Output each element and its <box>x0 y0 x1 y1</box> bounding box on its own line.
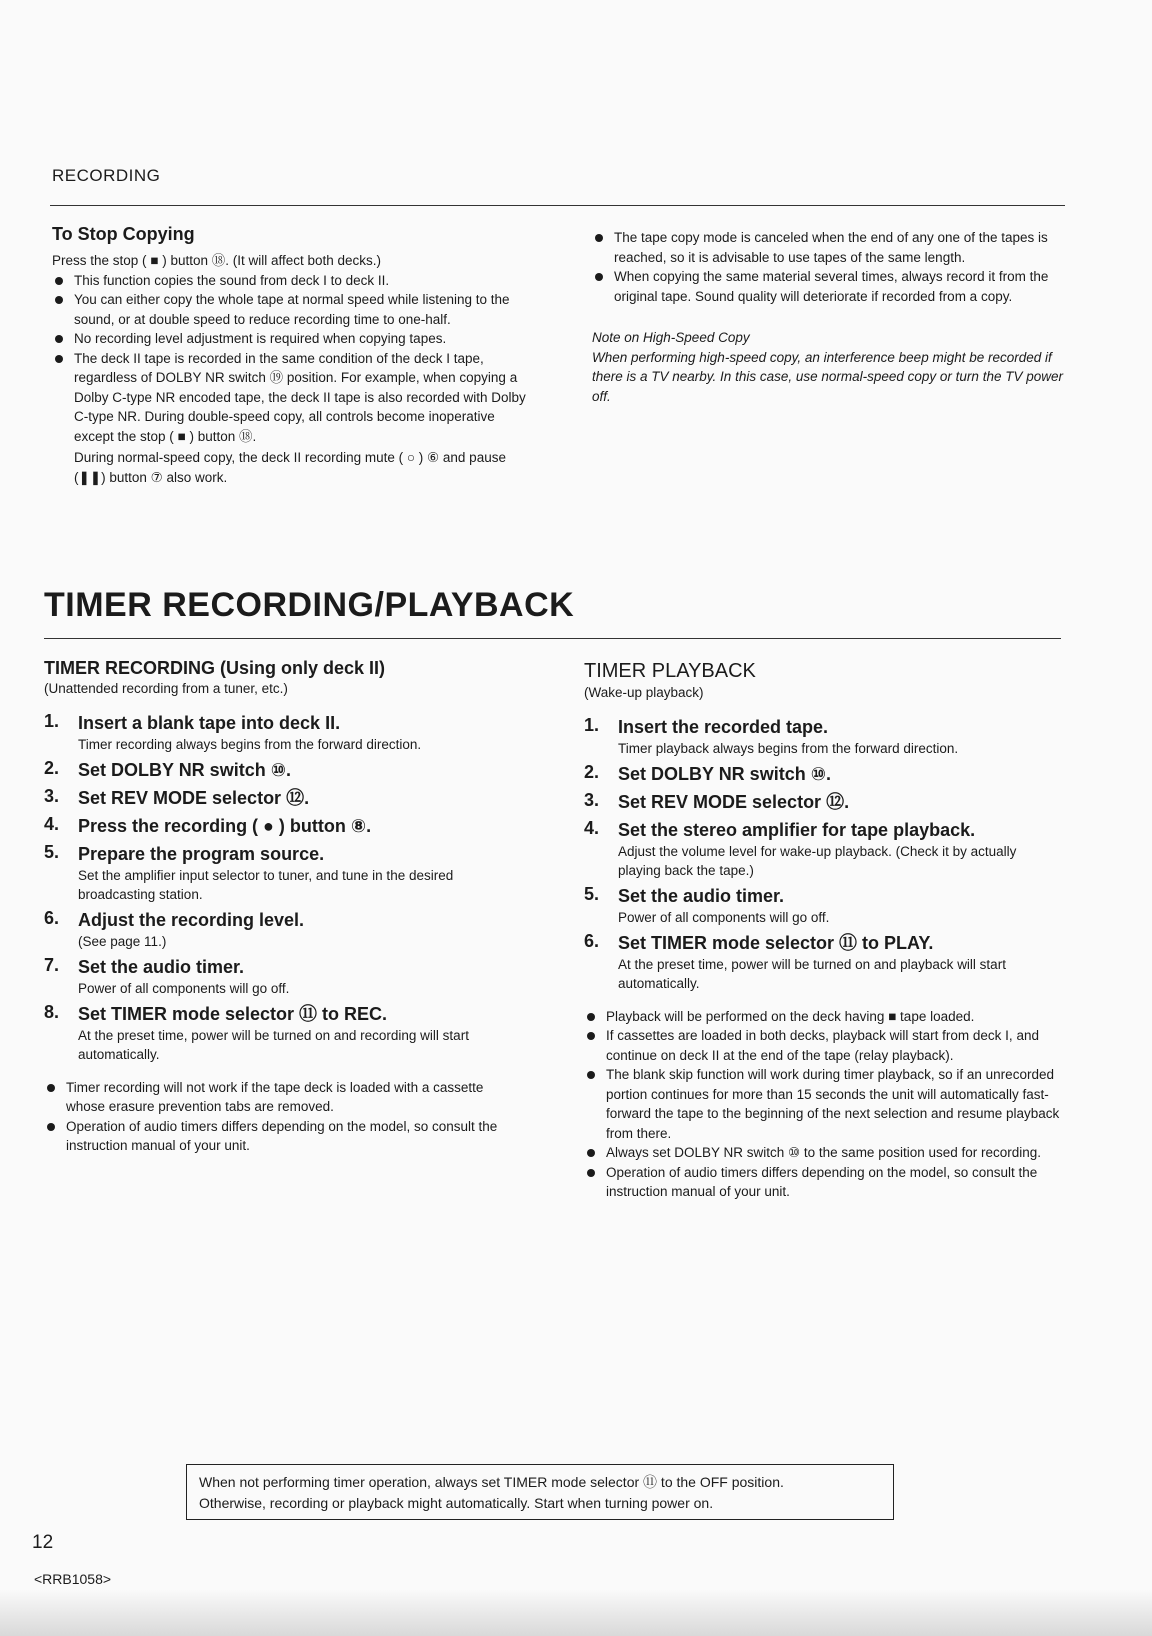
step-number: 3. <box>584 789 600 810</box>
step-item <box>44 842 524 904</box>
stop-copying-intro: Press the stop ( ■ ) button ⑱. (It will affect both decks.) <box>52 253 382 268</box>
header-divider <box>50 205 1065 206</box>
high-speed-note <box>592 328 1067 406</box>
step-number: 1. <box>584 714 600 735</box>
step-text: Set DOLBY NR switch ⑩. <box>618 763 831 784</box>
list-item: The deck II tape is recorded in the same condition of the deck I tape, regardless of DOLBY NR switch ⑲ position. For example, when copying a Dolby C-type NR encoded tape, the deck II tape is also recorded with Dolby C-type NR. During double-speed copy, all controls become inoperative except the stop ( ■ ) button ⑱. <box>52 349 527 447</box>
step-desc: Power of all components will go off. <box>78 980 290 996</box>
page-number: 12 <box>32 1532 54 1553</box>
step-number: 4. <box>44 813 60 834</box>
note-title: Note on High-Speed Copy <box>592 330 750 345</box>
scan-edge <box>0 1590 1152 1636</box>
list-item: If cassettes are loaded in both decks, playback will start from deck I, and continue on deck II at the end of the tape (relay playback). <box>584 1026 1060 1065</box>
timer-recording-section <box>44 658 524 1156</box>
timer-playback-bullets <box>584 1007 1060 1202</box>
step-text: Set the audio timer. <box>618 885 785 906</box>
notice-line: Otherwise, recording or playback might automatically. Start when turning power on. <box>199 1495 714 1511</box>
timer-recording-steps <box>44 711 524 1064</box>
step-number: 8. <box>44 1001 60 1022</box>
list-item: Playback will be performed on the deck having ■ tape loaded. <box>584 1007 1060 1027</box>
step-text: Insert the recorded tape. <box>618 716 829 737</box>
step-number: 2. <box>584 761 600 782</box>
list-item: You can either copy the whole tape at normal speed while listening to the sound, or at double speed to reduce recording time to one-half. <box>52 290 527 329</box>
step-item <box>44 758 524 782</box>
step-number: 1. <box>44 710 60 731</box>
step-number: 3. <box>44 785 60 806</box>
step-desc: At the preset time, power will be turned on and recording will start automatically. <box>78 1027 469 1062</box>
step-desc: Set the amplifier input selector to tuner, and tune in the desired broadcasting station. <box>78 867 454 902</box>
step-number: 6. <box>44 907 60 928</box>
step-item <box>44 908 524 951</box>
list-item: The blank skip function will work during timer playback, so if an unrecorded portion continues for more than 15 seconds the unit will automatically fast-forward the tape to the beginning of the next selection and resume playback from there. <box>584 1065 1060 1143</box>
step-item <box>584 762 1060 786</box>
timer-recording-bullets <box>44 1078 524 1156</box>
timer-playback-section <box>584 660 1060 1202</box>
page-title: TIMER RECORDING/PLAYBACK <box>44 586 575 624</box>
step-text: Prepare the program source. <box>78 843 325 864</box>
stop-copying-section <box>52 224 527 487</box>
step-number: 4. <box>584 817 600 838</box>
timer-recording-subtitle: (Unattended recording from a tuner, etc.) <box>44 681 288 696</box>
step-desc: Power of all components will go off. <box>618 909 830 925</box>
step-item <box>44 786 524 810</box>
step-number: 5. <box>584 883 600 904</box>
list-item: Timer recording will not work if the tape deck is loaded with a cassette whose erasure prevention tabs are removed. <box>44 1078 524 1117</box>
step-text: Set DOLBY NR switch ⑩. <box>78 759 291 780</box>
list-item-continuation: During normal-speed copy, the deck II recording mute ( ○ ) ⑥ and pause (❚❚) button ⑦ also work. <box>74 450 506 485</box>
step-number: 2. <box>44 757 60 778</box>
step-item <box>584 884 1060 927</box>
list-item: This function copies the sound from deck I to deck II. <box>52 271 527 291</box>
step-text: Set the audio timer. <box>78 956 245 977</box>
step-number: 6. <box>584 930 600 951</box>
list-item: Operation of audio timers differs depending on the model, so consult the instruction manual of your unit. <box>44 1117 524 1156</box>
step-item <box>584 715 1060 758</box>
step-desc: At the preset time, power will be turned on and playback will start automatically. <box>618 956 1006 991</box>
stop-copying-right-bullets <box>592 228 1067 306</box>
timer-playback-subtitle: (Wake-up playback) <box>584 685 704 700</box>
list-item: Always set DOLBY NR switch ⑩ to the same position used for recording. <box>584 1143 1060 1163</box>
list-item: When copying the same material several times, always record it from the original tape. Sound quality will deteriorate if recorded from a copy. <box>592 267 1067 306</box>
stop-copying-bullets <box>52 271 527 488</box>
document-code: <RRB1058> <box>34 1571 112 1587</box>
title-divider <box>44 638 1061 639</box>
step-item <box>44 955 524 998</box>
section-label: RECORDING <box>52 166 161 185</box>
step-text: Adjust the recording level. <box>78 909 305 930</box>
step-item <box>584 818 1060 880</box>
step-item <box>584 790 1060 814</box>
step-text: Set REV MODE selector ⑫. <box>618 791 850 812</box>
stop-copying-title: To Stop Copying <box>52 224 195 244</box>
notice-line: When not performing timer operation, always set TIMER mode selector ⑪ to the OFF position. <box>199 1474 784 1490</box>
list-item: No recording level adjustment is required when copying tapes. <box>52 329 527 349</box>
step-desc: Timer recording always begins from the forward direction. <box>78 736 422 752</box>
step-text: Insert a blank tape into deck II. <box>78 712 341 733</box>
step-number: 7. <box>44 954 60 975</box>
step-text: Set TIMER mode selector ⑪ to PLAY. <box>618 932 934 953</box>
timer-playback-steps <box>584 715 1060 993</box>
timer-playback-title: TIMER PLAYBACK <box>584 660 756 682</box>
notice-box <box>186 1464 894 1520</box>
step-item <box>44 1002 524 1064</box>
step-text: Set TIMER mode selector ⑪ to REC. <box>78 1003 388 1024</box>
step-desc: Timer playback always begins from the forward direction. <box>618 740 959 756</box>
list-item: The tape copy mode is canceled when the end of any one of the tapes is reached, so it is advisable to use tapes of the same length. <box>592 228 1067 267</box>
step-item <box>44 711 524 754</box>
stop-copying-notes <box>592 228 1067 406</box>
timer-recording-title: TIMER RECORDING (Using only deck II) <box>44 658 386 678</box>
list-item: Operation of audio timers differs depending on the model, so consult the instruction manual of your unit. <box>584 1163 1060 1202</box>
note-text: When performing high-speed copy, an interference beep might be recorded if there is a TV nearby. In this case, use normal-speed copy or turn the TV power off. <box>592 349 1063 404</box>
step-text: Press the recording ( ● ) button ⑧. <box>78 815 372 836</box>
step-number: 5. <box>44 841 60 862</box>
step-item <box>44 814 524 838</box>
step-desc: (See page 11.) <box>78 933 167 949</box>
step-text: Set REV MODE selector ⑫. <box>78 787 310 808</box>
step-item <box>584 931 1060 993</box>
step-desc: Adjust the volume level for wake-up playback. (Check it by actually playing back the tape.) <box>618 843 1017 878</box>
step-text: Set the stereo amplifier for tape playback. <box>618 819 976 840</box>
